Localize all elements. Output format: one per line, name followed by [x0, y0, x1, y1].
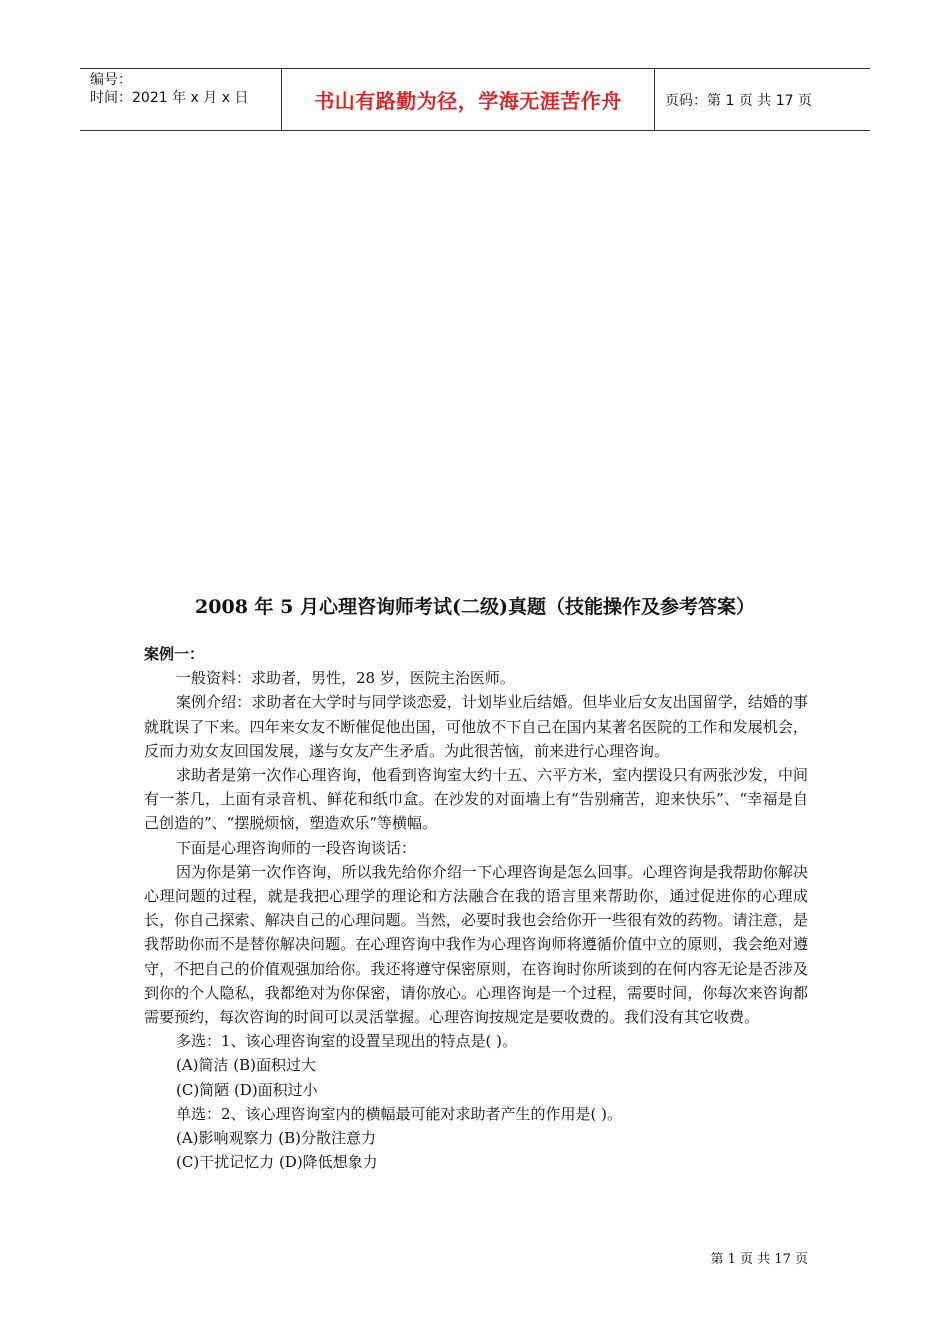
header-page-info: 页码：第 1 页 共 17 页 — [665, 92, 812, 109]
paragraph-dialogue-intro: 下面是心理咨询师的一段咨询谈话： — [176, 838, 417, 857]
header-motto: 书山有路勤为径，学海无涯苦作舟 — [282, 69, 655, 130]
question-2-stem: 单选：2、该心理咨询室内的横幅最可能对求助者产生的作用是( )。 — [176, 1104, 623, 1123]
paragraph-general-info: 一般资料：求助者，男性，28 岁，医院主治医师。 — [176, 669, 515, 688]
question-1-options-cd: (C)简陋 (D)面积过小 — [176, 1080, 318, 1099]
paragraph-counselor-speech: 因为你是第一次作咨询，所以我先给你介绍一下心理咨询是怎么回事。心理咨询是我帮助你解决心理问题的过程，就是我把心理学的理论和方法融合在我的语言里来帮助你，通过促进你的心理成长，你自己探索、解决自己的心理问题。当然，必要时我也会给你开一些很有效的药物。请注意，是我帮助你而不是替你解决问题。在心理咨询中我作为心理咨询师将遵循价值中立的原则，我会绝对遵守，不把自己的价值观强加给你。我还将遵守保密原则，在咨询时你所谈到的在何内容无论是否涉及到你的个人隐私，我都绝对为你保密，请你放心。心理咨询是一个过程，需要时间，你每次来咨询都需要预约，每次咨询的时间可以灵活掌握。心理咨询按规定是要收费的。我们没有其它收费。 — [144, 862, 808, 1027]
document-body — [144, 642, 808, 1174]
question-1-options-ab: (A)简洁 (B)面积过大 — [176, 1056, 317, 1075]
document-header — [80, 68, 870, 131]
case-label: 案例一： — [144, 645, 205, 663]
paragraph-case-intro: 案例介绍：求助者在大学时与同学谈恋爱，计划毕业后结婚。但毕业后女友出国留学，结婚的事就耽误了下来。四年来女友不断催促他出国，可他放不下自己在国内某著名医院的工作和发展机会，反而力劝女友回国发展，遂与女友产生矛盾。为此很苦恼，前来进行心理咨询。 — [144, 693, 808, 760]
question-1-stem: 多选：1、该心理咨询室的设置呈现出的特点是( )。 — [176, 1032, 518, 1051]
time-label: 时间：2021 年 x 月 x 日 — [90, 90, 249, 106]
question-2-options-ab: (A)影响观察力 (B)分散注意力 — [176, 1129, 377, 1148]
paragraph-room-setting: 求助者是第一次作心理咨询，他看到咨询室大约十五、六平方米，室内摆设只有两张沙发，中间有一茶几，上面有录音机、鲜花和纸巾盒。在沙发的对面墙上有“告别痛苦，迎来快乐”、“幸福是自己创造的”、“摆脱烦恼，塑造欢乐”等横幅。 — [144, 766, 808, 833]
serial-label: 编号： — [90, 72, 132, 88]
document-title: 2008 年 5 月心理咨询师考试(二级)真题（技能操作及参考答案） — [195, 596, 755, 618]
question-2-options-cd: (C)干扰记忆力 (D)降低想象力 — [176, 1153, 378, 1172]
header-meta-cell — [80, 69, 282, 130]
page-footer: 第 1 页 共 17 页 — [710, 1252, 808, 1267]
